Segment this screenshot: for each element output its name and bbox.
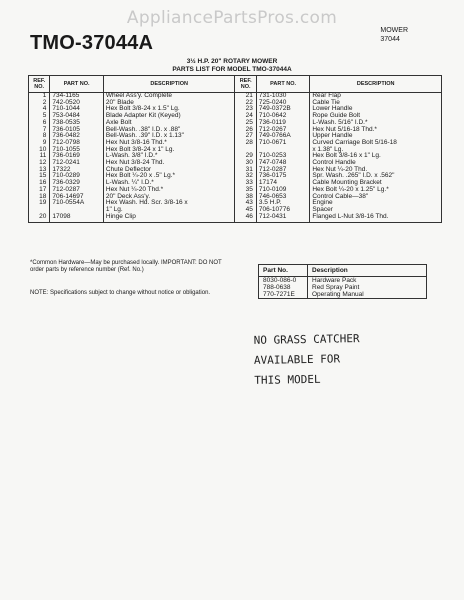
part-description-cell: L-Wash. 5/16" I.D.* <box>310 120 442 127</box>
part-description-cell: 1" Lg. <box>103 207 235 214</box>
part-description-cell: Bell-Wash. .38" I.D. x .88" <box>103 127 235 134</box>
part-no-cell: 710-1055 <box>50 147 103 154</box>
part-no-cell: 712-0431 <box>256 214 309 223</box>
extra-description-cell: Operating Manual <box>308 291 427 299</box>
part-no-cell: 736-0175 <box>256 173 309 180</box>
part-description-cell: Lower Handle <box>310 106 442 113</box>
ref-no-cell: 18 <box>39 192 47 200</box>
ref-no-cell: 20 <box>39 212 47 220</box>
part-no-cell: 706-10776 <box>256 207 309 214</box>
ref-no-cell: 27 <box>235 133 256 140</box>
ref-no-cell: 43 <box>235 200 256 207</box>
part-description-cell: Hex Bolt ¼-20 x 1.25" Lg.* <box>310 187 442 194</box>
part-no-cell: 736-0329 <box>50 180 103 187</box>
part-no-cell: 712-0287 <box>50 187 103 194</box>
subtitle-line1: 3½ H.P. 20" ROTARY MOWER <box>186 58 278 65</box>
part-no-cell: 736-0169 <box>50 153 103 160</box>
handwritten-line: THIS MODEL <box>254 372 321 387</box>
ref-no-cell: 1 <box>42 92 47 99</box>
table-row <box>29 106 442 113</box>
header-ref: REF. NO. <box>29 76 50 93</box>
part-description-cell: Spacer <box>310 207 442 214</box>
part-description-cell: 20" Deck Ass'y. <box>103 194 235 201</box>
part-description-cell: Hex Bolt 3/8-24 x 1" Lg. <box>103 147 235 154</box>
ref-no-cell: 9 <box>42 138 47 146</box>
part-description-cell: Control Cable—38" <box>310 194 442 201</box>
part-description-cell: Spr. Wash. .265" I.D. x .562" <box>310 173 442 180</box>
part-description-cell: Chute Deflector <box>103 167 235 174</box>
table-row <box>29 160 442 167</box>
table-row <box>29 93 442 100</box>
part-description-cell: Hinge Clip <box>103 214 235 223</box>
ref-no-cell: 4 <box>42 105 47 113</box>
ref-no-cell: 16 <box>39 179 47 187</box>
part-no-cell: 738-0535 <box>50 120 103 127</box>
table-row <box>259 277 427 285</box>
extra-description-cell: Red Spray Paint <box>308 284 427 291</box>
ref-no-cell: 19 <box>39 199 47 207</box>
part-description-cell: Bell-Wash. .39" I.D. x 1.13" <box>103 133 235 140</box>
part-no-cell: 712-0241 <box>50 160 103 167</box>
ref-no-cell: 13 <box>39 165 47 173</box>
extra-description-cell: Hardware Pack <box>308 277 427 285</box>
part-no-cell: 706-14697 <box>50 194 103 201</box>
extra-part-no-cell: 8030-086-0 <box>263 277 297 284</box>
header-part: PART NO. <box>50 76 103 93</box>
ref-no-cell: 30 <box>235 160 256 167</box>
ref-no-cell: 25 <box>235 120 256 127</box>
part-description-cell: Hex Nut 5/16-18 Thd.* <box>310 127 442 134</box>
extra-parts-table <box>258 264 427 299</box>
part-description-cell: L-Wash. ¼" I.D.* <box>103 180 235 187</box>
hardware-note: *Common Hardware—May be purchased locally. IMPORTANT: DO NOT order parts by reference number (Ref. No.) <box>30 260 222 273</box>
handwritten-line: AVAILABLE FOR <box>253 352 341 367</box>
table-row <box>29 140 442 147</box>
ref-no-cell: 26 <box>235 127 256 134</box>
ref-no-cell: 10 <box>39 145 47 153</box>
ref-no-cell: 33 <box>235 180 256 187</box>
extra-header-desc: Description <box>308 265 427 277</box>
part-description-cell: Flanged L-Nut 3/8-16 Thd. <box>310 214 442 223</box>
part-description-cell: Hex Bolt ¼-20 x .5" Lg.* <box>103 173 235 180</box>
table-row <box>29 187 442 194</box>
ref-no-cell: 15 <box>39 172 47 180</box>
ref-no-cell: 38 <box>235 194 256 201</box>
model-tag <box>380 26 408 44</box>
part-no-cell: 712-0287 <box>256 167 309 174</box>
part-no-cell: 710-0253 <box>256 153 309 160</box>
extra-header-part: Part No. <box>259 265 308 277</box>
extra-table-body <box>259 277 427 299</box>
part-no-cell: 742-0520 <box>50 100 103 107</box>
part-description-cell: Hex Wash. Hd. Scr. 3/8-16 x <box>103 200 235 207</box>
watermark: AppliancePartsPros.com <box>126 8 338 28</box>
part-description-cell: Control Handle <box>310 160 442 167</box>
header-ref-2: REF. NO. <box>235 76 256 93</box>
table-row <box>29 120 442 127</box>
part-description-cell: Wheel Ass'y. Complete <box>103 93 235 100</box>
part-no-cell: 710-0671 <box>256 140 309 147</box>
part-description-cell: Hex Nut ¼-20 Thd. <box>310 167 442 174</box>
part-no-cell: 712-0267 <box>256 127 309 134</box>
part-description-cell: Engine <box>310 200 442 207</box>
part-description-cell: Curved Carriage Bolt 5/16-18 <box>310 140 442 147</box>
part-no-cell: 17098 <box>50 214 103 223</box>
ref-no-cell: 7 <box>42 125 47 133</box>
handwritten-note <box>253 329 360 391</box>
part-no-cell: 736-0105 <box>50 127 103 134</box>
part-no-cell: 734-1165 <box>50 93 103 100</box>
part-description-cell: Hex Nut 3/8-16 Thd.* <box>103 140 235 147</box>
part-no-cell: 749-0372B <box>256 106 309 113</box>
part-no-cell: 747-0748 <box>256 160 309 167</box>
part-no-cell: 746-0653 <box>256 194 309 201</box>
part-description-cell: L-Wash. 3/8" I.D.* <box>103 153 235 160</box>
ref-no-cell: 32 <box>235 173 256 180</box>
handwritten-line: NO GRASS CATCHER <box>253 332 360 347</box>
extra-part-no-cell: 788-0638 <box>263 284 291 291</box>
part-no-cell: 710-0289 <box>50 173 103 180</box>
header-desc: DESCRIPTION <box>103 76 235 93</box>
ref-no-cell: 8 <box>42 132 47 140</box>
parts-table <box>28 75 442 223</box>
part-no-cell: 17174 <box>256 180 309 187</box>
ref-no-cell: 2 <box>42 98 47 106</box>
part-description-cell: Hex Bolt 3/8-24 x 1.5" Lg. <box>103 106 235 113</box>
table-row <box>29 113 442 120</box>
part-no-cell: 736-0119 <box>256 120 309 127</box>
part-description-cell: Hex Nut ¼-20 Thd.* <box>103 187 235 194</box>
extra-table-header <box>259 265 427 277</box>
part-no-cell: 736-0482 <box>50 133 103 140</box>
part-no-cell: 725-0240 <box>256 100 309 107</box>
table-row <box>259 291 427 299</box>
ref-no-cell: 46 <box>235 214 256 223</box>
part-no-cell: 3.5 H.P. <box>256 200 309 207</box>
ref-no-cell: 5 <box>42 112 47 120</box>
part-description-cell: Hex Bolt 3/8-16 x 1" Lg. <box>310 153 442 160</box>
part-no-cell: 712-0798 <box>50 140 103 147</box>
ref-no-cell: 12 <box>39 159 47 167</box>
table-row <box>29 214 442 223</box>
ref-no-cell: 28 <box>235 140 256 147</box>
part-no-cell: 753-0484 <box>50 113 103 120</box>
parts-table-body <box>29 93 442 223</box>
part-no-cell: 710-0109 <box>256 187 309 194</box>
ref-no-cell: 24 <box>235 113 256 120</box>
subtitle <box>0 58 464 74</box>
part-description-cell: Upper Handle <box>310 133 442 140</box>
part-description-cell: Rear Flap <box>310 93 442 100</box>
table-row <box>259 284 427 291</box>
part-no-cell: 710-0642 <box>256 113 309 120</box>
table-row <box>29 127 442 134</box>
part-description-cell: Cable Tie <box>310 100 442 107</box>
part-description-cell: x 1.38" Lg. <box>310 147 442 154</box>
ref-no-cell: 22 <box>235 100 256 107</box>
ref-no-cell: 31 <box>235 167 256 174</box>
table-row <box>29 194 442 201</box>
ref-no-cell: 23 <box>235 106 256 113</box>
part-description-cell: Blade Adapter Kit (Keyed) <box>103 113 235 120</box>
ref-no-cell: 6 <box>42 118 47 126</box>
header-desc-2: DESCRIPTION <box>310 76 442 93</box>
part-description-cell: Hex Nut 3/8-24 Thd. <box>103 160 235 167</box>
ref-no-cell: 11 <box>39 152 47 160</box>
extra-part-no-cell: 770-7271E <box>263 291 295 298</box>
ref-no-cell: 17 <box>39 185 47 193</box>
ref-no-cell: 35 <box>235 187 256 194</box>
table-row <box>29 200 442 207</box>
subtitle-line2: PARTS LIST FOR MODEL TMO-37044A <box>172 66 292 73</box>
part-no-cell: 710-1044 <box>50 106 103 113</box>
part-no-cell: 17322 <box>50 167 103 174</box>
part-description-cell: 20" Blade <box>103 100 235 107</box>
part-description-cell: Axle Bolt <box>103 120 235 127</box>
part-no-cell: 731-1030 <box>256 93 309 100</box>
part-no-cell: 710-0554A <box>50 200 103 207</box>
model-tag-line1: MOWER <box>380 27 408 34</box>
ref-no-cell: 21 <box>235 93 256 100</box>
ref-no-cell: 29 <box>235 153 256 160</box>
header-part-2: PART NO. <box>256 76 309 93</box>
part-description-cell: Cable Mounting Bracket <box>310 180 442 187</box>
part-description-cell: Rope Guide Bolt <box>310 113 442 120</box>
page-title: TMO-37044A <box>30 32 154 54</box>
table-row <box>29 153 442 160</box>
parts-table-header <box>29 76 442 93</box>
model-tag-line2: 37044 <box>380 36 400 43</box>
specs-note: NOTE: Specifications subject to change without notice or obligation. <box>30 290 211 296</box>
table-row <box>29 100 442 107</box>
part-no-cell: 749-0766A <box>256 133 309 140</box>
ref-no-cell: 45 <box>235 207 256 214</box>
